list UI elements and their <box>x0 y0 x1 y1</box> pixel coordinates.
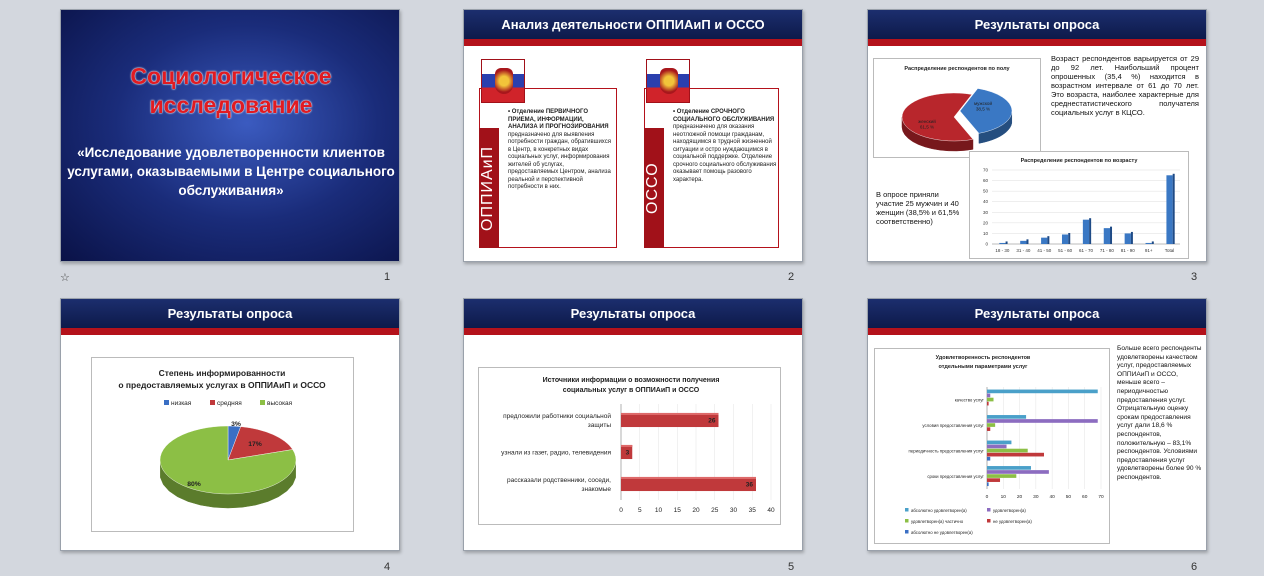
pie-data-label: женский <box>918 119 936 124</box>
title-underline <box>868 39 1206 46</box>
slide-number-2: 2 <box>788 271 795 283</box>
satisfaction-summary-text: Больше всего респонденты удовлетворены качеством услуг, предоставляемых ОППИАиП и ОССО, меньше всего – периодичностью предоставления услуг. Отрицательную оценку срокам предоставления услуг дали 18,6 % респондентов, положительную – 83,1% респондентов. Условиями предоставления услуг удовлетворены более 90 % респондентов. <box>1117 345 1202 481</box>
legend-swatch <box>164 400 169 405</box>
slide-thumbnail-3[interactable] <box>867 9 1207 262</box>
russian-emblem-icon <box>646 59 690 103</box>
x-tick-label: 60 <box>1082 495 1088 500</box>
age-bar-chart <box>970 152 1188 258</box>
bar-Total <box>1166 175 1172 244</box>
bar-side <box>1152 241 1154 244</box>
bar-18 - 30 <box>999 243 1005 244</box>
ocppia-text: предназначено для выявления потребности граждан, обратившихся в Центр, в конкретных видах социальных услуг, информирования жителей об услугах, предоставляемых Центром, анализа реальной и перспективной потребности в них. <box>508 131 611 190</box>
bar-side <box>1110 227 1112 244</box>
legend-label: абсолютно удовлетворен(а) <box>911 508 967 513</box>
bar-side <box>1131 232 1133 244</box>
slide-1-canvas[interactable] <box>60 9 400 262</box>
category-label: периодичность предоставления услуг <box>908 448 984 454</box>
bar-highlight <box>621 445 632 447</box>
slide-3-canvas[interactable] <box>867 9 1207 262</box>
bar-side <box>1026 239 1028 244</box>
chart-title: социальных услуг в ОППИАиП и ОССО <box>562 387 700 394</box>
slide-number-1: 1 <box>384 271 391 283</box>
chart-title: Распределение респондентов по возрасту <box>1020 158 1138 164</box>
x-tick-label: 18 - 30 <box>995 248 1010 253</box>
bar-1-3 <box>987 470 1049 474</box>
ocppia-description <box>508 109 614 192</box>
bar-1-1 <box>987 419 1098 423</box>
category-label: рассказали родственники, соседи, <box>507 477 611 484</box>
slide-thumbnail-6[interactable] <box>867 298 1207 551</box>
legend-label: абсолютно не удовлетворен(а) <box>911 530 973 535</box>
ocppia-heading: • Отделение ПЕРВИЧНОГО ПРИЕМА, ИНФОРМАЦИИ, АНАЛИЗА И ПРОГНОЗИРОВАНИЯ <box>508 109 609 130</box>
x-tick-label: 91+ <box>1144 248 1153 253</box>
x-tick-label: 20 <box>692 507 700 514</box>
slide-5-title: Результаты опроса <box>464 299 802 328</box>
x-tick-label: 51 - 60 <box>1058 248 1073 253</box>
category-label: качество услуг <box>954 397 984 403</box>
title-underline <box>868 328 1206 335</box>
sources-chart-box <box>478 367 781 525</box>
bar-side <box>1089 218 1091 244</box>
bar-61 - 70 <box>1083 220 1089 244</box>
pie-data-label: 17% <box>248 441 262 448</box>
legend-label: высокая <box>267 400 293 407</box>
slide-6-canvas[interactable] <box>867 298 1207 551</box>
bar-31 - 40 <box>1020 241 1026 244</box>
x-tick-label: Total <box>1164 248 1175 253</box>
x-tick-label: 20 <box>1016 495 1023 500</box>
osso-text: предназначено для оказания неотложной помощи гражданам, находящимся в трудной жизненной ситуации и остро нуждающимся в социальной поддержке. Отделение срочного социального обслуживания оказывает помощь разового характера. <box>673 124 777 183</box>
legend-label: удовлетворен(а) <box>993 508 1026 513</box>
age-chart-box <box>969 151 1189 259</box>
ocppia-vertical-label: ОППИАиП <box>479 128 499 248</box>
legend-swatch <box>210 400 215 405</box>
legend-swatch <box>905 530 909 534</box>
bar-0-3 <box>987 466 1031 470</box>
y-tick-label: 0 <box>985 241 988 247</box>
legend-label: низкая <box>171 400 192 407</box>
legend-swatch <box>987 519 991 523</box>
bar-data-label: 36 <box>745 481 753 489</box>
slide-thumbnail-4[interactable] <box>60 298 400 551</box>
legend-swatch <box>260 400 265 405</box>
y-tick-label: 10 <box>982 230 988 236</box>
y-tick-label: 50 <box>982 188 988 194</box>
bar-2 <box>621 477 756 491</box>
title-underline <box>464 328 802 335</box>
bar-3-2 <box>987 453 1044 457</box>
awareness-chart-box <box>91 357 354 532</box>
y-tick-label: 70 <box>982 167 988 173</box>
x-tick-label: 50 <box>1065 495 1072 500</box>
pie-data-label: мужской <box>973 101 993 106</box>
bar-81 - 90 <box>1125 233 1131 244</box>
chart-title: Удовлетворенность респондентов <box>935 355 1031 361</box>
osso-description <box>673 109 777 184</box>
bar-2-0 <box>987 398 994 402</box>
bar-side <box>1173 174 1175 244</box>
category-label: условия предоставления услуг <box>922 422 984 428</box>
russian-emblem-icon <box>481 59 525 103</box>
legend-swatch <box>987 508 991 512</box>
bar-side <box>1047 236 1049 244</box>
x-tick-label: 10 <box>1000 495 1006 500</box>
legend-swatch <box>905 508 909 512</box>
category-label: сроки предоставления услуг <box>927 473 984 479</box>
bar-4-3 <box>987 482 989 486</box>
slide-number-5: 5 <box>788 561 795 573</box>
title-underline <box>61 328 399 335</box>
slide-2-title: Анализ деятельности ОППИАиП и ОССО <box>464 10 802 39</box>
slide-2-canvas[interactable] <box>463 9 803 262</box>
slide-transition-star-icon[interactable]: ☆ <box>60 272 70 284</box>
osso-heading: • Отделение СРОЧНОГО СОЦИАЛЬНОГО ОБСЛУЖИВАНИЯ <box>673 109 775 123</box>
pie-data-label: 80% <box>187 481 201 488</box>
chart-title: Распределение респондентов по полу <box>904 66 1010 72</box>
bar-side <box>1068 233 1070 244</box>
legend-swatch <box>905 519 909 523</box>
category-label: предложили работники социальной <box>503 413 611 420</box>
pie-data-label: 3% <box>231 421 241 428</box>
legend-label: не удовлетворен(а) <box>993 519 1032 524</box>
bar-2-2 <box>987 449 1028 453</box>
satisfaction-bar-chart <box>875 349 1109 543</box>
chart-title: Источники информации о возможности получения <box>542 377 720 384</box>
slide-1-title: Социологическое исследование <box>130 63 332 118</box>
slide-1-subtitle: «Исследование удовлетворенности клиентов услугами, оказываемыми в Центре социального обслуживания» <box>67 145 395 198</box>
slide-6-title: Результаты опроса <box>868 299 1206 328</box>
y-tick-label: 60 <box>982 178 988 184</box>
satisfaction-chart-box <box>874 348 1110 544</box>
slide-5-canvas[interactable] <box>463 298 803 551</box>
x-tick-label: 5 <box>637 507 642 514</box>
awareness-pie-chart <box>92 358 353 531</box>
slide-thumbnail-2[interactable] <box>463 9 803 262</box>
chart-title: отдельными параметрами услуг <box>938 364 1028 370</box>
slide-4-canvas[interactable] <box>60 298 400 551</box>
gender-pie-chart <box>874 59 1040 157</box>
y-tick-label: 20 <box>982 220 988 226</box>
title-underline <box>464 39 802 46</box>
bar-1-0 <box>987 394 990 398</box>
chart-title: Степень информированности <box>158 368 286 378</box>
sources-bar-chart <box>479 368 780 524</box>
bar-3-3 <box>987 478 1000 482</box>
x-tick-label: 15 <box>673 507 681 514</box>
x-tick-label: 0 <box>985 495 989 500</box>
slide-3-title: Результаты опроса <box>868 10 1206 39</box>
x-tick-label: 31 - 40 <box>1016 248 1031 253</box>
age-summary-text: Возраст респондентов варьируется от 29 до 92 лет. Наибольший процент опрошенных (35,4 %) находится в возрастном интервале от 61 до 70 лет. Это возраста, наиболее характерные для среднестатистического получателя социальных услуг в КЦСО. <box>1051 54 1199 117</box>
slide-thumbnail-1[interactable] <box>60 9 400 262</box>
bar-highlight <box>621 413 719 415</box>
slide-thumbnail-5[interactable] <box>463 298 803 551</box>
bar-side <box>1006 241 1008 244</box>
bar-2-1 <box>987 423 995 427</box>
bar-91+ <box>1146 243 1152 244</box>
chart-title: о предоставляемых услугах в ОППИАиП и ОССО <box>118 380 326 390</box>
bar-0-0 <box>987 390 1098 394</box>
bar-data-label: 3 <box>625 449 630 457</box>
category-label: защиты <box>587 422 611 429</box>
x-tick-label: 71 - 80 <box>1099 248 1114 253</box>
bar-41 - 50 <box>1041 238 1047 244</box>
gender-summary-text: В опросе приняли участие 25 мужчин и 40 женщин (38,5% и 61,5% соответственно) <box>876 190 960 226</box>
bar-0-2 <box>987 441 1011 445</box>
x-tick-label: 10 <box>654 507 663 514</box>
bar-highlight <box>621 477 756 479</box>
y-tick-label: 40 <box>982 199 988 205</box>
x-tick-label: 70 <box>1098 495 1104 500</box>
legend-label: средняя <box>217 400 242 407</box>
bar-1-2 <box>987 445 1007 449</box>
bar-3-0 <box>987 402 989 406</box>
pie-data-label: 38,5 % <box>975 106 991 112</box>
legend-label: удовлетворен(а) частично <box>911 519 964 524</box>
x-tick-label: 35 <box>748 507 756 514</box>
slide-number-6: 6 <box>1191 561 1198 573</box>
bar-0 <box>621 413 719 427</box>
x-tick-label: 41 - 50 <box>1037 248 1052 253</box>
bar-51 - 60 <box>1062 234 1068 244</box>
bar-4-2 <box>987 457 990 461</box>
slide-number-4: 4 <box>384 561 391 573</box>
bar-2-3 <box>987 474 1016 478</box>
x-tick-label: 25 <box>711 507 719 514</box>
gender-chart-box <box>873 58 1041 158</box>
bar-0-1 <box>987 415 1026 419</box>
category-label: узнали из газет, радио, телевидения <box>501 449 611 457</box>
y-tick-label: 30 <box>982 209 988 215</box>
category-label: знакомые <box>581 486 611 493</box>
bar-data-label: 26 <box>708 417 716 425</box>
x-tick-label: 0 <box>619 507 623 514</box>
x-tick-label: 40 <box>1049 495 1055 500</box>
bar-3-1 <box>987 427 990 431</box>
x-tick-label: 61 - 70 <box>1078 248 1094 253</box>
slide-number-3: 3 <box>1191 271 1198 283</box>
osso-vertical-label: ОССО <box>644 128 664 248</box>
x-tick-label: 81 - 90 <box>1120 248 1135 253</box>
bar-71 - 80 <box>1104 228 1110 244</box>
female-slice-group <box>902 93 973 151</box>
slide-4-title: Результаты опроса <box>61 299 399 328</box>
x-tick-label: 40 <box>767 507 775 514</box>
pie-data-label: 61,5 % <box>919 124 935 130</box>
x-tick-label: 30 <box>729 507 738 514</box>
x-tick-label: 30 <box>1033 495 1039 500</box>
